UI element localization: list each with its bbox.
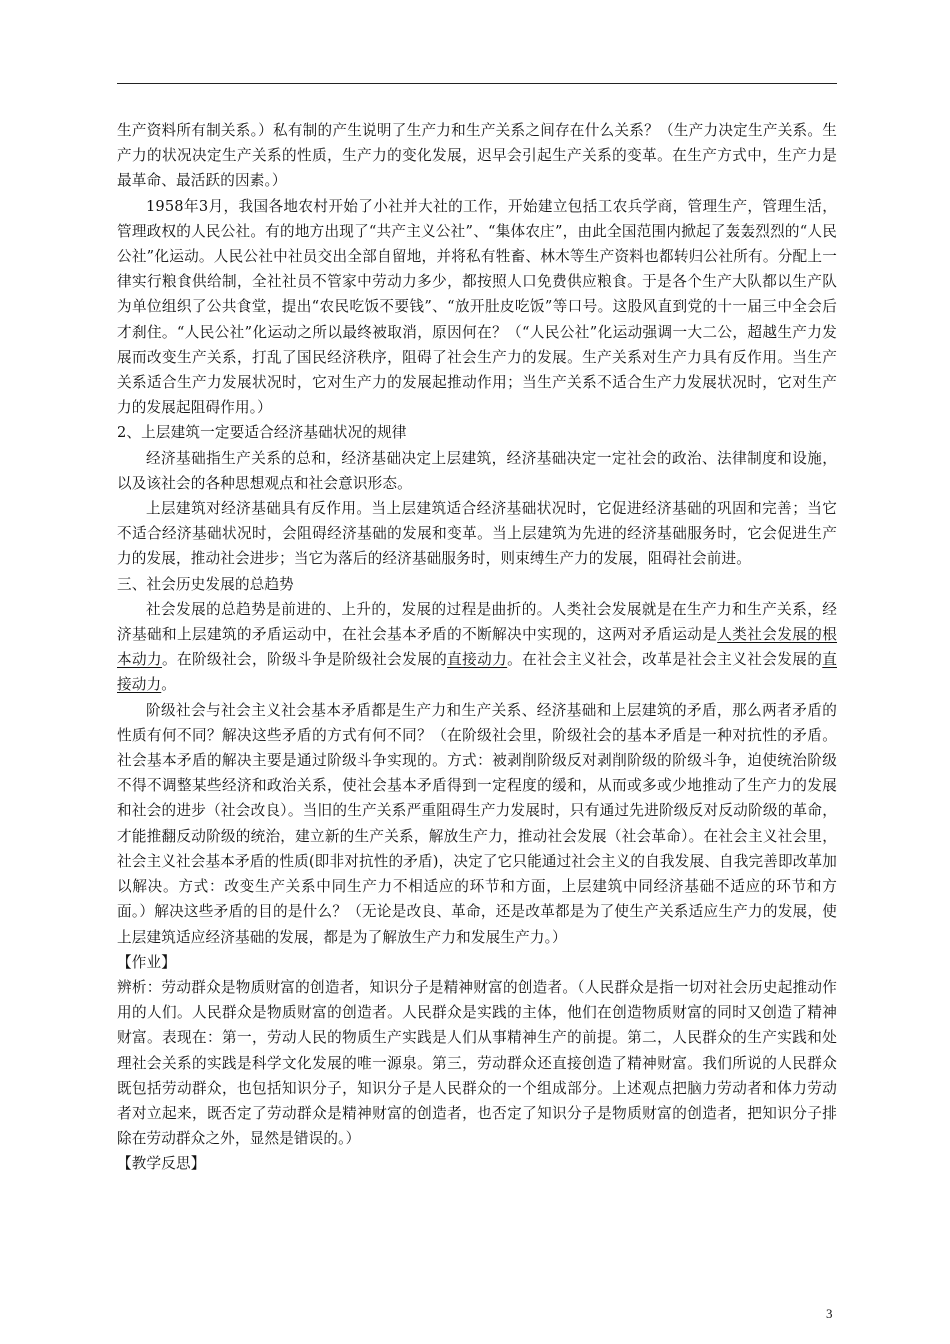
paragraph-homework-analysis: 辨析：劳动群众是物质财富的创造者，知识分子是精神财富的创造者。（人民群众是指一切对社会历史起推动作用的人们。人民群众是物质财富的创造者。人民群众是实践的主体，他们在创造物质财富的同时又创造了精神财富。表现在：第一，劳动人民的物质生产实践是人们从事精神生产的前提。第二，人民群众的生产实践和处理社会关系的实践是科学文化发展的唯一源泉。第三，劳动群众还直接创造了精神财富。我们所说的人民群众既包括劳动群众，也包括知识分子，知识分子是人民群众的一个组成部分。上述观点把脑力劳动者和体力劳动者对立起来，既否定了劳动群众是精神财富的创造者，也否定了知识分子是物质财富的创造者，把知识分子排除在劳动群众之外，显然是错误的。）: [117, 978, 837, 1148]
document-body: [117, 118, 837, 1177]
section-heading-historical-trend: 三、社会历史发展的总趋势: [117, 575, 294, 593]
section-heading-teaching-reflection: 【教学反思】: [117, 1155, 206, 1173]
paragraph-peoples-commune: 1958年3月，我国各地农村开始了小社并大社的工作，开始建立包括工农兵学商，管理生产，管理生活，管理政权的人民公社。有的地方出现了“共产主义公社”、“集体农庄”，由此全国范围内掀起了轰轰烈烈的“人民公社”化运动。人民公社中社员交出全部自留地，并将私有牲畜、林木等生产资料也都转归公社所有。分配上一律实行粮食供给制，全社社员不管家中劳动力多少，都按照人口免费供应粮食。于是各个生产大队都以生产队为单位组织了公共食堂，提出“农民吃饭不要钱”、“放开肚皮吃饭”等口号。这股风直到党的十一届三中全会后才刹住。“人民公社”化运动之所以最终被取消，原因何在？（“人民公社”化运动强调一大二公，超越生产力发展而改变生产关系，打乱了国民经济秩序，阻碍了社会生产力的发展。生产关系对生产力具有反作用。当生产关系适合生产力发展状况时，它对生产力的发展起推动作用；当生产关系不适合生产力发展状况时，它对生产力的发展起阻碍作用。）: [117, 197, 837, 417]
paragraph-superstructure-reaction: 上层建筑对经济基础具有反作用。当上层建筑适合经济基础状况时，它促进经济基础的巩固和完善；当它不适合经济基础状况时，会阻碍经济基础的发展和变革。当上层建筑为先进的经济基础服务时，它会促进生产力的发展，推动社会进步；当它为落后的经济基础服务时，则束缚生产力的发展，阻碍社会前进。: [117, 500, 837, 568]
text-span: 。在社会主义社会，改革是社会主义社会发展的: [507, 651, 823, 669]
underlined-direct-force-class: 直接动力: [447, 651, 508, 669]
paragraph-productivity-relations: 生产资料所有制关系。）私有制的产生说明了生产力和生产关系之间存在什么关系？（生产力决定生产关系。生产力的状况决定生产关系的性质，生产力的变化发展，迟早会引起生产关系的变革。在生产方式中，生产力是最革命、最活跃的因素。）: [117, 122, 837, 190]
paragraph-economic-base: 经济基础指生产关系的总和，经济基础决定上层建筑，经济基础决定一定社会的政治、法律制度和设施，以及该社会的各种思想观点和社会意识形态。: [117, 449, 837, 492]
underlined-fundamental-force: 人类社会发展的根本动力: [117, 626, 837, 669]
page-number: 3: [826, 1306, 833, 1321]
text-span: 社会发展的总趋势是前进的、上升的，发展的过程是曲折的。人类社会发展就是在生产力和生产关系，经济基础和上层建筑的矛盾运动中，在社会基本矛盾的不断解决中实现的，这两对矛盾运动是: [117, 600, 837, 644]
text-span: 。: [161, 676, 176, 694]
paragraph-social-development: [117, 597, 837, 698]
text-span: 。在阶级社会，阶级斗争是阶级社会发展的: [162, 651, 448, 669]
header-rule: [117, 83, 837, 84]
paragraph-contradictions: 阶级社会与社会主义社会基本矛盾都是生产力和生产关系、经济基础和上层建筑的矛盾，那么两者矛盾的性质有何不同？解决这些矛盾的方式有何不同？（在阶级社会里，阶级社会的基本矛盾是一种对抗性的矛盾。社会基本矛盾的解决主要是通过阶级斗争实现的。方式：被剥削阶级反对剥削阶级的阶级斗争，迫使统治阶级不得不调整某些经济和政治关系，使社会基本矛盾得到一定程度的缓和，从而或多或少地推动了生产力的发展和社会的进步（社会改良）。当旧的生产关系严重阻碍生产力发展时，只有通过先进阶级反对反动阶级的革命，才能推翻反动阶级的统治，建立新的生产关系，解放生产力，推动社会发展（社会革命）。在社会主义社会里，社会主义社会基本矛盾的性质(即非对抗性的矛盾)，决定了它只能通过社会主义的自我发展、自我完善即改革加以解决。方式：改变生产关系中同生产力不相适应的环节和方面，上层建筑中同经济基础不适应的环节和方面。）解决这些矛盾的目的是什么？（无论是改良、革命，还是改革都是为了使生产关系适应生产力的发展，使上层建筑适应经济基础的发展，都是为了解放生产力和发展生产力。）: [117, 701, 837, 946]
underlined-direct-force-reform: 直接动力: [117, 651, 837, 694]
section-heading-homework: 【作业】: [117, 953, 176, 971]
section-heading-superstructure: 2、上层建筑一定要适合经济基础状况的规律: [117, 424, 407, 442]
